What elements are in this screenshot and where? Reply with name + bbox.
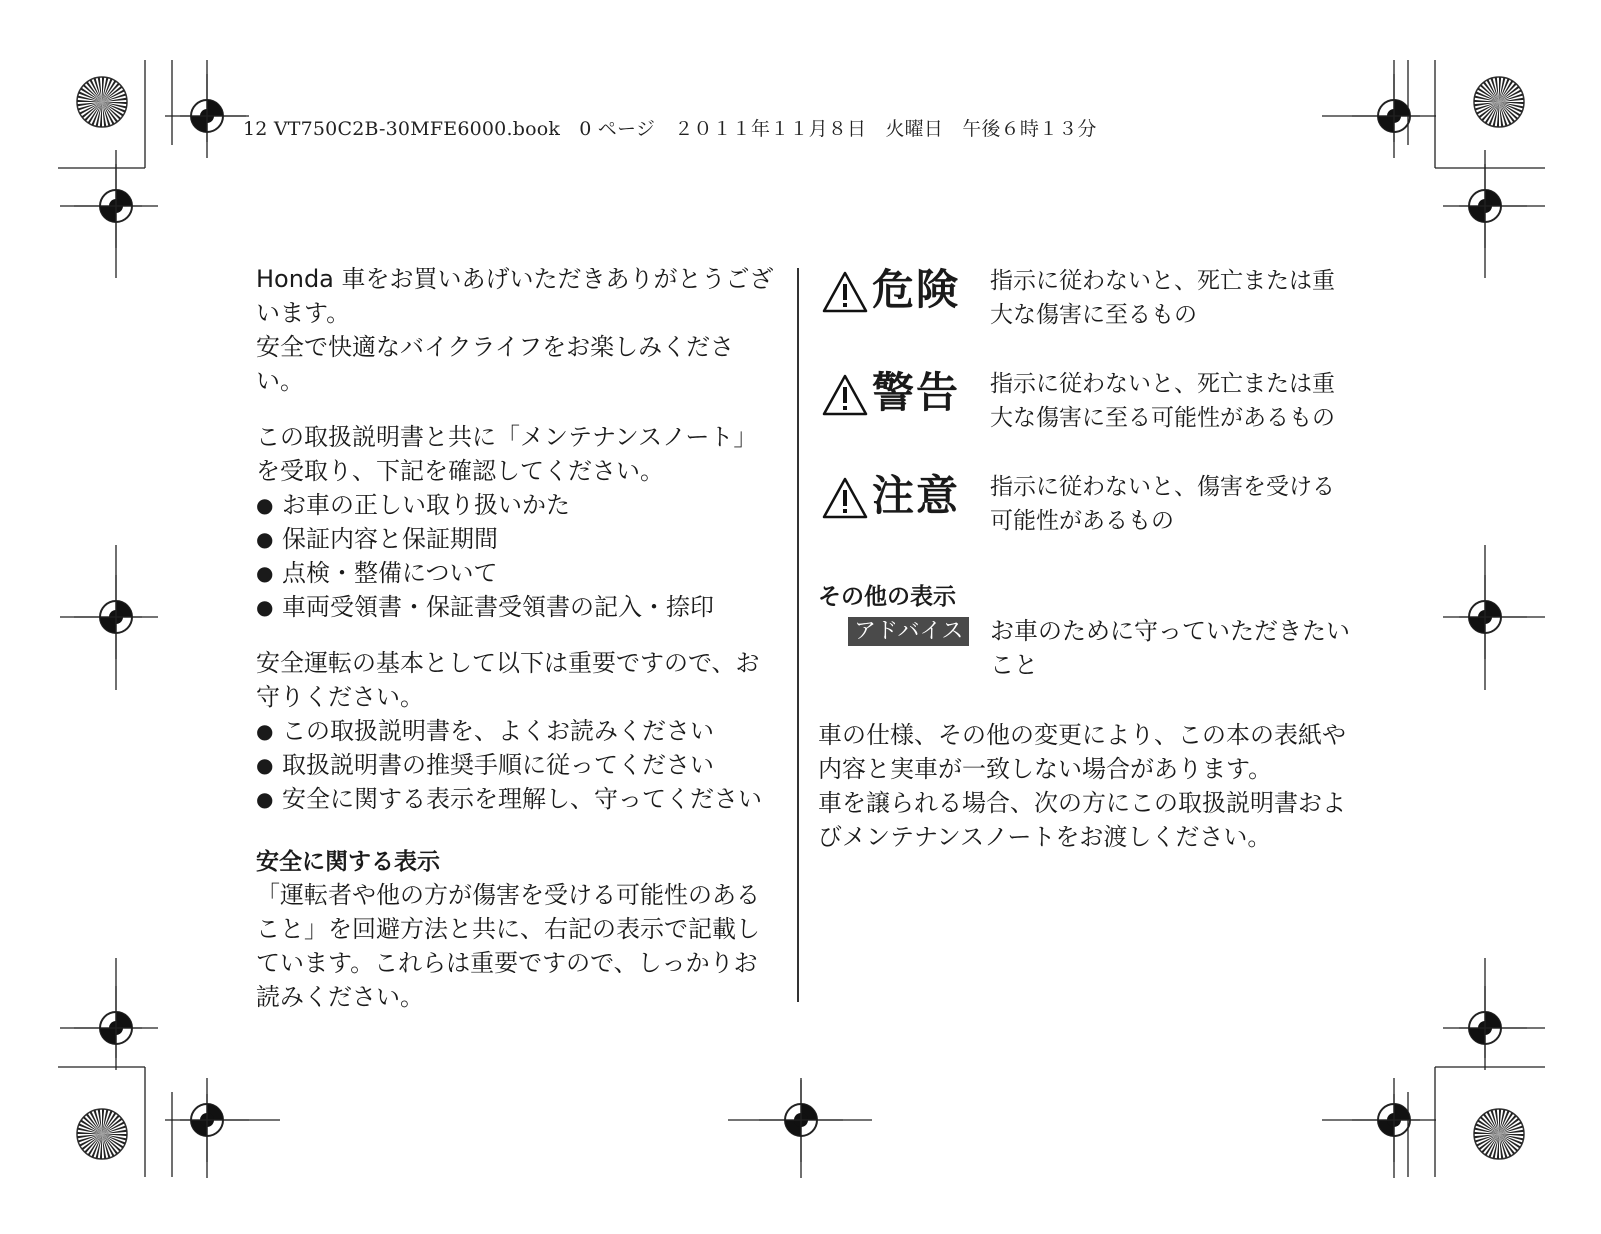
intro-line-2: 安全で快適なバイクライフをお楽しみください。: [256, 333, 735, 395]
level-description: 指示に従わないと、傷害を受ける可能性があるもの: [990, 474, 1335, 534]
advice-badge: アドバイス: [848, 617, 969, 646]
warning-triangle-icon: [822, 270, 868, 314]
list-item: ● 保証内容と保証期間: [256, 522, 776, 556]
level-caution: [818, 468, 1348, 558]
level-warning: [818, 365, 1348, 455]
left-column: [256, 262, 776, 1014]
level-word: 危険: [872, 265, 961, 314]
confirm-list: [256, 488, 776, 624]
safety-lead: 安全運転の基本として以下は重要ですので、お守りください。: [256, 649, 760, 711]
safety-list: [256, 714, 776, 816]
warning-triangle-icon: [822, 373, 868, 417]
safety-heading: 安全に関する表示: [256, 849, 440, 875]
note-line-1: 車の仕様、その他の変更により、この本の表紙や内容と実車が一致しない場合があります。: [818, 721, 1346, 783]
starburst-mark: [1474, 77, 1524, 127]
book-info-header: 12 VT750C2B-30MFE6000.book 0 ページ ２０１１年１１月８日 火曜日 午後６時１３分: [243, 118, 1097, 140]
level-danger: [818, 262, 1348, 352]
list-item: ● 車両受領書・保証書受領書の記入・捺印: [256, 590, 776, 624]
starburst-mark: [77, 77, 127, 127]
level-description: 指示に従わないと、死亡または重大な傷害に至るもの: [990, 268, 1335, 328]
list-item: ● この取扱説明書を、よくお読みください: [256, 714, 776, 748]
safety-body: 「運転者や他の方が傷害を受ける可能性のあること」を回避方法と共に、右記の表示で記載しています。これらは重要ですので、しっかりお読みください。: [256, 881, 760, 1011]
list-item: ● 取扱説明書の推奨手順に従ってください: [256, 748, 776, 782]
starburst-mark: [1474, 1109, 1524, 1159]
intro-line-1: Honda 車をお買いあげいただきありがとうございます。: [256, 265, 774, 327]
starburst-mark: [77, 1109, 127, 1159]
other-heading: その他の表示: [818, 584, 956, 610]
column-divider: [797, 268, 799, 1002]
confirm-lead: この取扱説明書と共に「メンテナンスノート」を受取り、下記を確認してください。: [256, 423, 758, 485]
warning-triangle-icon: [822, 476, 868, 520]
level-word: 警告: [872, 368, 961, 417]
list-item: ● 安全に関する表示を理解し、守ってください: [256, 782, 776, 816]
list-item: ● 点検・整備について: [256, 556, 776, 590]
level-description: 指示に従わないと、死亡または重大な傷害に至る可能性があるもの: [990, 371, 1335, 431]
level-word: 注意: [872, 471, 961, 520]
note-line-2: 車を譲られる場合、次の方にこの取扱説明書およびメンテナンスノートをお渡しください。: [818, 789, 1346, 851]
notes: [818, 718, 1348, 854]
list-item: ● お車の正しい取り扱いかた: [256, 488, 776, 522]
advice-description: お車のために守っていただきたいこと: [990, 617, 1350, 679]
